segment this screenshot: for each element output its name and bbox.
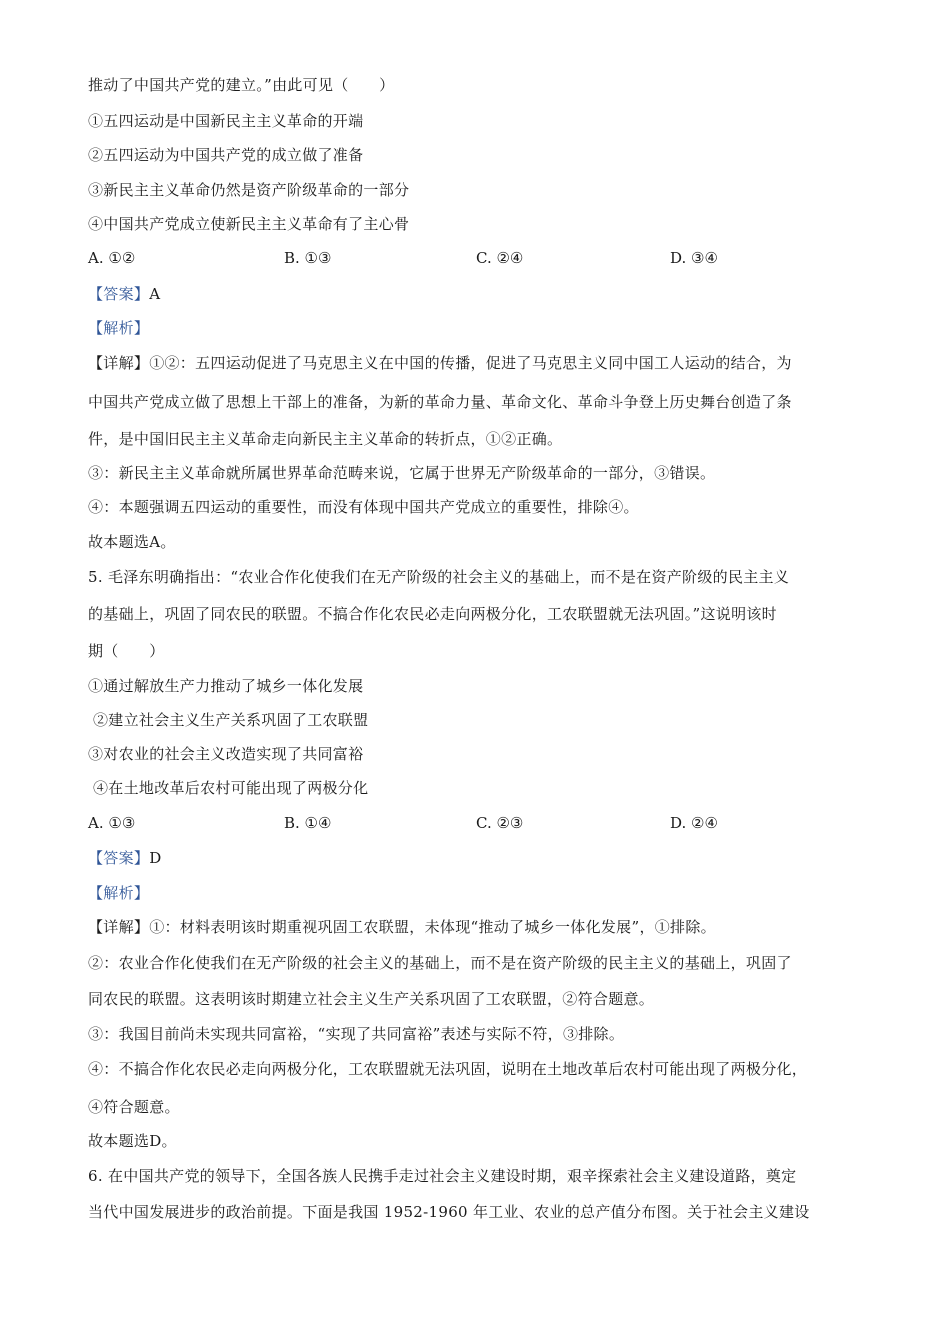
q4-detail-line-5: ④：本题强调五四运动的重要性，而没有体现中国共产党成立的重要性，排除④。 bbox=[88, 498, 639, 516]
q5-option-b: B. ①④ bbox=[284, 814, 332, 832]
q4-option-b: B. ①③ bbox=[284, 249, 332, 267]
q4-conclusion: 故本题选A。 bbox=[88, 533, 176, 551]
q6-stem-line-1: 6. 在中国共产党的领导下，全国各族人民携手走过社会主义建设时期，艰辛探索社会主义建设道路，奠定 bbox=[88, 1167, 797, 1185]
q5-stem-line-1: 5. 毛泽东明确指出：“农业合作化使我们在无产阶级的社会主义的基础上，而不是在资产阶级的民主主义 bbox=[88, 568, 790, 586]
q4-option-a: A. ①② bbox=[88, 249, 136, 267]
q5-detail-line-4: ③：我国目前尚未实现共同富裕，“实现了共同富裕”表述与实际不符，③排除。 bbox=[88, 1025, 625, 1043]
q5-detail-line-2: ②：农业合作化使我们在无产阶级的社会主义的基础上，而不是在资产阶级的民主主义的基础上，巩固了 bbox=[88, 954, 792, 972]
q4-answer-label: 【答案】 bbox=[88, 285, 150, 303]
q4-detail-line-2: 中国共产党成立做了思想上干部上的准备，为新的革命力量、革命文化、革命斗争登上历史舞台创造了条 bbox=[88, 393, 792, 411]
q4-answer-value: A bbox=[149, 285, 161, 303]
q4-item-3: ③新民主主义革命仍然是资产阶级革命的一部分 bbox=[88, 181, 410, 199]
q5-answer-value: D bbox=[149, 849, 162, 867]
q4-item-1: ①五四运动是中国新民主主义革命的开端 bbox=[88, 112, 364, 130]
q5-detail-line-3: 同农民的联盟。这表明该时期建立社会主义生产关系巩固了工农联盟，②符合题意。 bbox=[88, 990, 655, 1008]
q4-item-4: ④中国共产党成立使新民主主义革命有了主心骨 bbox=[88, 215, 410, 233]
q4-detail-line-4: ③：新民主主义革命就所属世界革命范畴来说，它属于世界无产阶级革命的一部分，③错误。 bbox=[88, 464, 716, 482]
q5-option-a: A. ①③ bbox=[88, 814, 136, 832]
q4-detail-line-1: 【详解】①②：五四运动促进了马克思主义在中国的传播，促进了马克思主义同中国工人运动的结合，为 bbox=[88, 354, 792, 372]
q5-analysis-label: 【解析】 bbox=[88, 884, 150, 902]
q4-answer bbox=[88, 284, 878, 304]
q5-detail-line-1: 【详解】①：材料表明该时期重视巩固工农联盟，未体现“推动了城乡一体化发展”，①排除。 bbox=[88, 918, 716, 936]
q5-option-d: D. ②④ bbox=[670, 814, 718, 832]
q4-option-c: C. ②④ bbox=[476, 249, 524, 267]
q6-stem-line-2: 当代中国发展进步的政治前提。下面是我国 1952-1960 年工业、农业的总产值分布图。关于社会主义建设 bbox=[88, 1203, 810, 1221]
q5-option-c: C. ②③ bbox=[476, 814, 524, 832]
q4-option-d: D. ③④ bbox=[670, 249, 718, 267]
q5-item-4: ④在土地改革后农村可能出现了两极分化 bbox=[93, 779, 369, 797]
q5-answer-label: 【答案】 bbox=[88, 849, 150, 867]
q4-analysis-label: 【解析】 bbox=[88, 319, 150, 337]
q5-stem-line-3: 期（ ） bbox=[88, 642, 165, 660]
q5-item-3: ③对农业的社会主义改造实现了共同富裕 bbox=[88, 745, 364, 763]
q5-detail-line-5: ④：不搞合作化农民必走向两极分化，工农联盟就无法巩固，说明在土地改革后农村可能出现了两极分化， bbox=[88, 1060, 808, 1078]
q5-answer bbox=[88, 848, 878, 868]
q5-stem-line-2: 的基础上，巩固了同农民的联盟。不搞合作化农民必走向两极分化，工农联盟就无法巩固。”这说明该时 bbox=[88, 605, 777, 623]
q5-item-2: ②建立社会主义生产关系巩固了工农联盟 bbox=[93, 711, 369, 729]
q5-conclusion: 故本题选D。 bbox=[88, 1132, 177, 1150]
q5-item-1: ①通过解放生产力推动了城乡一体化发展 bbox=[88, 677, 364, 695]
q4-detail-line-3: 件，是中国旧民主主义革命走向新民主主义革命的转折点，①②正确。 bbox=[88, 430, 563, 448]
q4-item-2: ②五四运动为中国共产党的成立做了准备 bbox=[88, 146, 364, 164]
q5-detail-line-6: ④符合题意。 bbox=[88, 1098, 180, 1116]
q4-stem-tail: 推动了中国共产党的建立。”由此可见（ ） bbox=[88, 76, 395, 94]
